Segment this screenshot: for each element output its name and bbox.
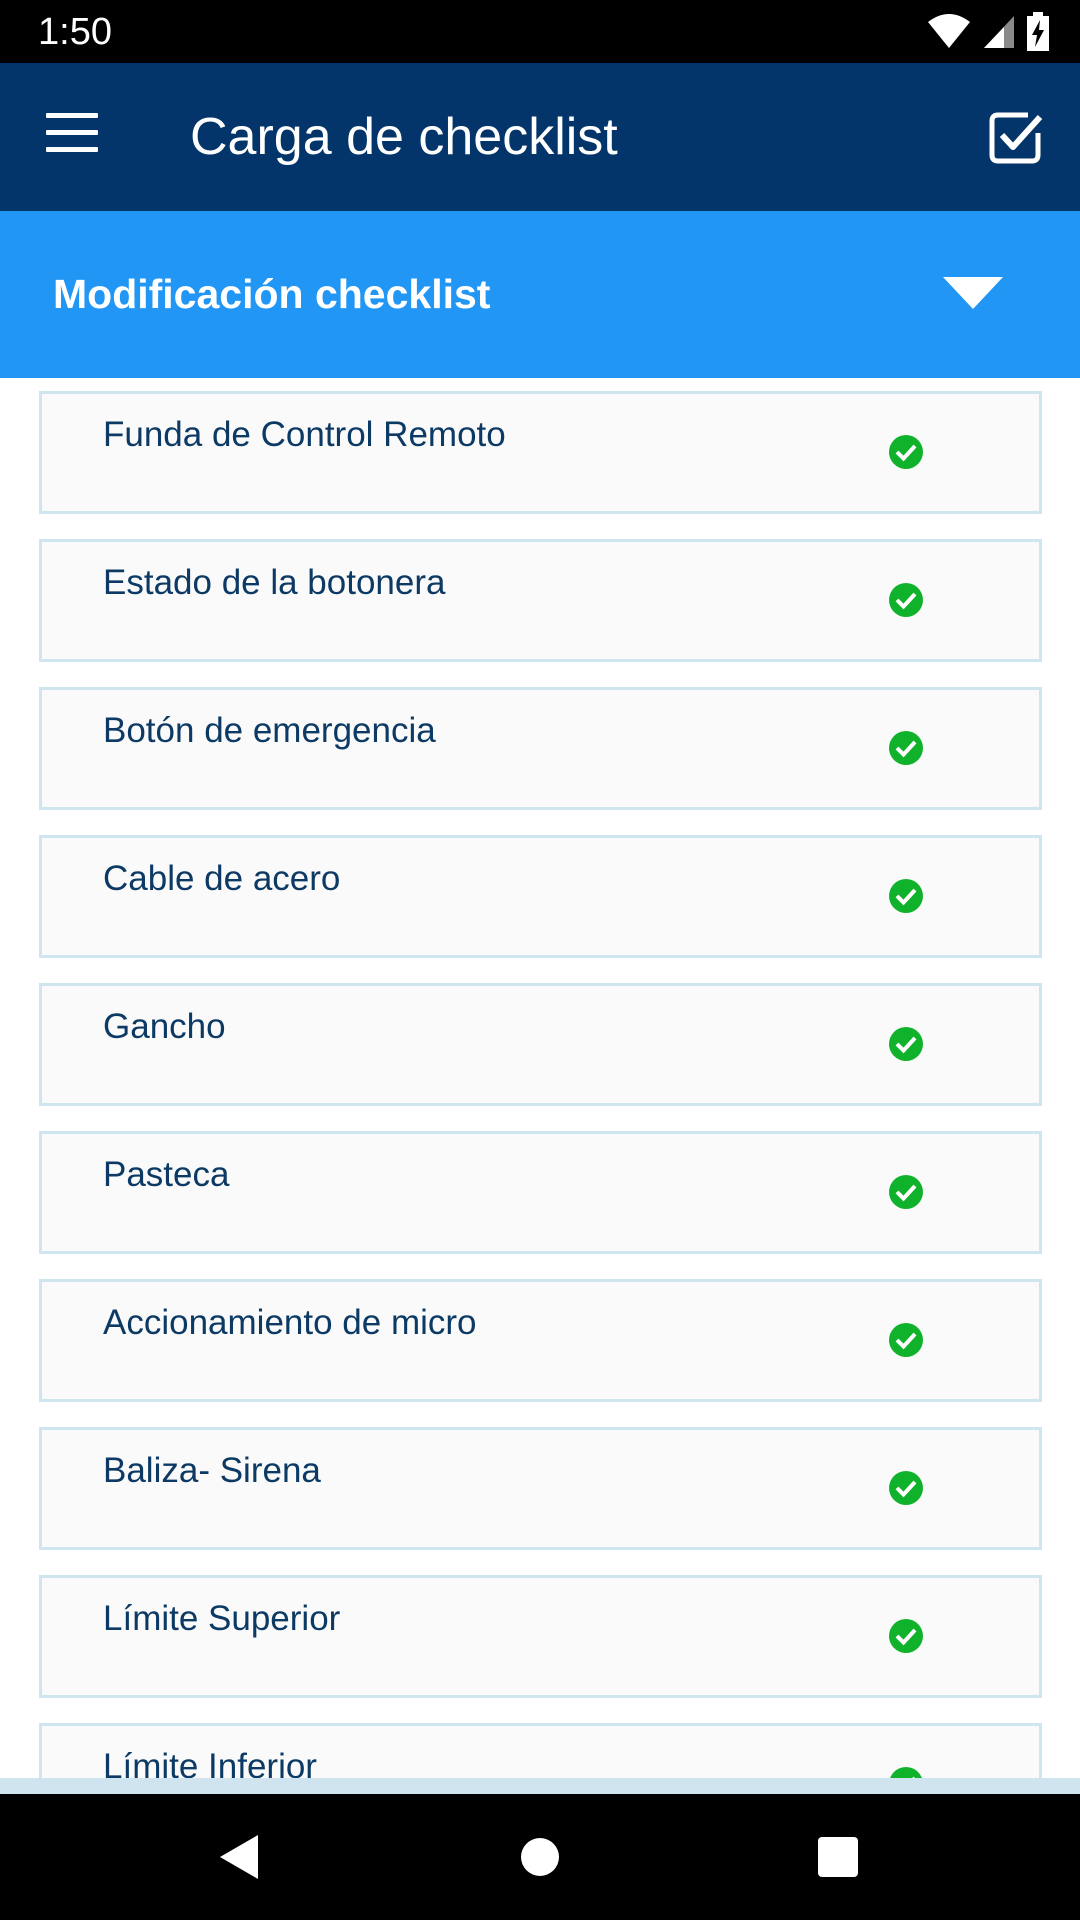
app-bar [0, 63, 1080, 211]
item-status[interactable] [842, 690, 1039, 807]
checklist-item[interactable] [39, 1575, 1042, 1698]
checklist-item[interactable] [39, 983, 1042, 1106]
item-status[interactable] [842, 1134, 1039, 1251]
item-label: Límite Superior [103, 1599, 341, 1638]
checklist-item[interactable] [39, 1131, 1042, 1254]
item-label: Estado de la botonera [103, 563, 446, 602]
check-circle-icon [888, 1766, 924, 1778]
checklist-item[interactable] [39, 1279, 1042, 1402]
item-label: Baliza- Sirena [103, 1451, 321, 1490]
checklist-item[interactable] [39, 1427, 1042, 1550]
item-status[interactable] [842, 542, 1039, 659]
item-label: Funda de Control Remoto [103, 415, 506, 454]
menu-icon[interactable] [46, 113, 98, 153]
item-label: Cable de acero [103, 859, 341, 898]
triangle-down-icon[interactable] [941, 273, 1005, 313]
check-circle-icon [888, 878, 924, 914]
status-time: 1:50 [38, 11, 112, 53]
signal-icon [982, 12, 1016, 50]
checklist-item[interactable] [39, 835, 1042, 958]
checklist [0, 378, 1080, 1778]
check-circle-icon [888, 1174, 924, 1210]
item-status[interactable] [842, 986, 1039, 1103]
status-bar [0, 0, 1080, 63]
recents-icon[interactable] [808, 1827, 868, 1887]
checklist-item[interactable] [39, 539, 1042, 662]
navigation-bar [0, 1794, 1080, 1920]
item-status[interactable] [842, 1726, 1039, 1778]
home-icon[interactable] [510, 1827, 570, 1887]
item-label: Límite Inferior [103, 1747, 317, 1778]
item-label: Gancho [103, 1007, 226, 1046]
checklist-item[interactable] [39, 687, 1042, 810]
item-label: Botón de emergencia [103, 711, 436, 750]
checklist-item[interactable] [39, 391, 1042, 514]
check-circle-icon [888, 582, 924, 618]
checklist-item[interactable] [39, 1723, 1042, 1778]
item-status[interactable] [842, 1282, 1039, 1399]
item-label: Accionamiento de micro [103, 1303, 477, 1342]
item-status[interactable] [842, 1430, 1039, 1547]
check-circle-icon [888, 1618, 924, 1654]
page-title: Carga de checklist [190, 108, 618, 166]
check-circle-icon [888, 1470, 924, 1506]
wifi-icon [927, 12, 971, 50]
check-circle-icon [888, 730, 924, 766]
item-status[interactable] [842, 1578, 1039, 1695]
item-status[interactable] [842, 394, 1039, 511]
battery-charging-icon [1026, 12, 1050, 52]
section-header[interactable] [0, 211, 1080, 378]
section-title: Modificación checklist [53, 271, 491, 317]
item-label: Pasteca [103, 1155, 230, 1194]
bottom-strip [0, 1778, 1080, 1794]
item-status[interactable] [842, 838, 1039, 955]
back-icon[interactable] [208, 1827, 268, 1887]
status-icons [921, 12, 1050, 52]
check-circle-icon [888, 1322, 924, 1358]
checkbox-checked-icon[interactable] [988, 109, 1044, 165]
check-circle-icon [888, 434, 924, 470]
check-circle-icon [888, 1026, 924, 1062]
